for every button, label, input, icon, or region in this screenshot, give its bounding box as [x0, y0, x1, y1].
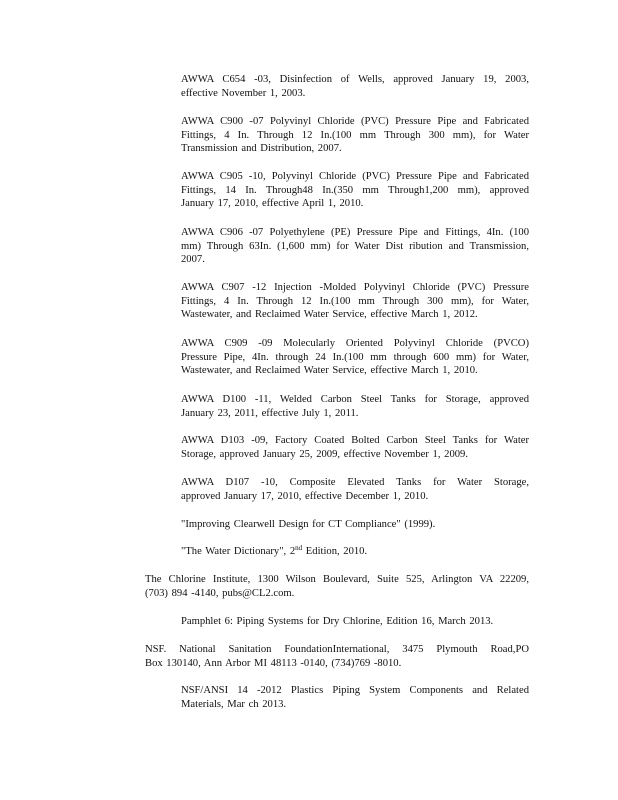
reference-line: Pressure Pipe, 4In. through 24 In.(100 mm through 600 mm) for Water, — [181, 351, 529, 363]
reference-line: AWWA D107 -10, Composite Elevated Tanks for Water Storage, — [181, 477, 529, 488]
reference-line: AWWA C909 -09 Molecularly Oriented Polyvinyl Chloride (PVCO) — [181, 338, 529, 349]
reference-line: mm) Through 63In. (1,600 mm) for Water Dist ribution and Transmission, — [181, 240, 529, 252]
reference-line: effective November 1, 2003. — [181, 87, 306, 99]
superscript-ordinal: nd — [295, 544, 303, 552]
reference-line: Fittings, 4 In. Through 12 In.(100 mm Through 300 mm), for Water — [181, 129, 529, 141]
reference-line: AWWA C907 -12 Injection -Molded Polyvinyl Chloride (PVC) Pressure — [181, 282, 529, 293]
reference-line: Transmission and Distribution, 2007. — [181, 143, 342, 155]
reference-line: January 17, 2010, effective April 1, 2010. — [181, 198, 364, 210]
reference-awwa-d100 — [181, 393, 529, 420]
reference-awwa-c906 — [181, 226, 529, 267]
reference-line: The Chlorine Institute, 1300 Wilson Boulevard, Suite 525, Arlington VA 22209, — [145, 574, 529, 585]
reference-awwa-d103 — [181, 434, 529, 461]
reference-chlorine-pamphlet — [181, 615, 529, 629]
reference-line: January 23, 2011, effective July 1, 2011. — [181, 407, 359, 419]
reference-line: Box 130140, Ann Arbor MI 48113 -0140, (734)769 -8010. — [145, 657, 402, 669]
reference-awwa-c909 — [181, 337, 529, 378]
reference-line: Pamphlet 6: Piping Systems for Dry Chlorine, Edition 16, March 2013. — [181, 616, 494, 627]
reference-line: Fittings, 4 In. Through 12 In.(100 mm Through 300 mm), for Water, — [181, 295, 529, 307]
reference-chlorine-institute — [145, 573, 529, 600]
reference-line — [181, 545, 529, 559]
reference-line: Wastewater, and Reclaimed Water Service, effective March 1, 2010. — [181, 365, 478, 377]
reference-line: (703) 894 -4140, pubs@CL2.com. — [145, 587, 295, 599]
reference-text: "The Water Dictionary", 2 — [181, 546, 296, 557]
reference-clearwell-design — [181, 518, 529, 532]
reference-line: Storage, approved January 25, 2009, effective November 1, 2009. — [181, 448, 468, 460]
reference-line: AWWA D103 -09, Factory Coated Bolted Carbon Steel Tanks for Water — [181, 435, 529, 446]
reference-line: AWWA C905 -10, Polyvinyl Chloride (PVC) Pressure Pipe and Fabricated — [181, 171, 529, 182]
reference-line: Materials, Mar ch 2013. — [181, 698, 287, 710]
reference-awwa-c654 — [181, 73, 529, 100]
reference-line: "Improving Clearwell Design for CT Compliance" (1999). — [181, 519, 436, 530]
reference-line: 2007. — [181, 254, 205, 266]
reference-text: Edition, 2010. — [302, 546, 368, 557]
reference-awwa-c900 — [181, 115, 529, 156]
reference-awwa-c907 — [181, 281, 529, 322]
reference-line: Fittings, 14 In. Through48 In.(350 mm Through1,200 mm), approved — [181, 184, 529, 196]
reference-awwa-c905 — [181, 170, 529, 211]
reference-line: AWWA C654 -03, Disinfection of Wells, approved January 19, 2003, — [181, 74, 529, 85]
reference-line: approved January 17, 2010, effective December 1, 2010. — [181, 490, 429, 502]
reference-line: AWWA C906 -07 Polyethylene (PE) Pressure Pipe and Fittings, 4In. (100 — [181, 227, 529, 238]
reference-water-dictionary — [181, 545, 529, 559]
reference-nsf — [145, 643, 529, 670]
reference-line: NSF/ANSI 14 -2012 Plastics Piping System Components and Related — [181, 685, 529, 696]
reference-awwa-d107 — [181, 476, 529, 503]
reference-line: Wastewater, and Reclaimed Water Service, effective March 1, 2012. — [181, 309, 478, 321]
reference-line: NSF. National Sanitation FoundationInternational, 3475 Plymouth Road,PO — [145, 644, 529, 655]
reference-line: AWWA C900 -07 Polyvinyl Chloride (PVC) Pressure Pipe and Fabricated — [181, 116, 529, 127]
reference-nsf-ansi-14 — [181, 684, 529, 711]
reference-line: AWWA D100 -11, Welded Carbon Steel Tanks for Storage, approved — [181, 394, 529, 405]
